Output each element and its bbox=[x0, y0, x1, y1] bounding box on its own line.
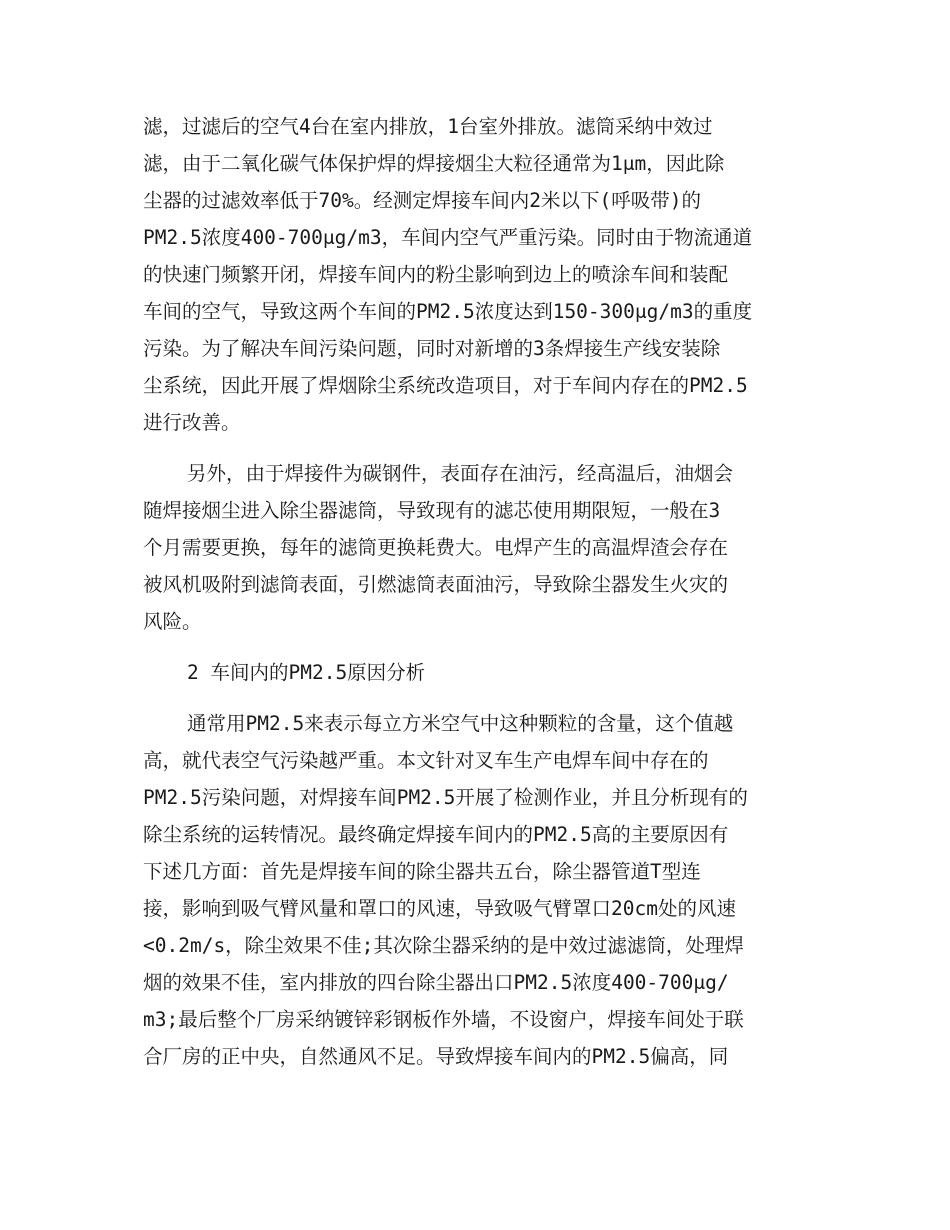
text-line: 的快速门频繁开闭，焊接车间内的粉尘影响到边上的喷涂车间和装配 bbox=[143, 263, 729, 286]
text-line: 接，影响到吸气臂风量和罩口的风速，导致吸气臂罩口20cm处的风速 bbox=[143, 897, 736, 920]
text-line: 合厂房的正中央，自然通风不足。导致焊接车间内的PM2.5偏高，同 bbox=[143, 1045, 729, 1068]
section-heading-text: 2 车间内的PM2.5原因分析 bbox=[187, 661, 426, 684]
text-line: PM2.5污染问题，对焊接车间PM2.5开展了检测作业，并且分析现有的 bbox=[143, 786, 748, 809]
section-heading bbox=[143, 654, 815, 691]
text-line: 下述几方面：首先是焊接车间的除尘器共五台，除尘器管道T型连 bbox=[143, 860, 701, 883]
text-line: 个月需要更换，每年的滤筒更换耗费大。电焊产生的高温焊渣会存在 bbox=[143, 536, 729, 559]
text-line: <0.2m/s，除尘效果不佳;其次除尘器采纳的是中效过滤滤筒，处理焊 bbox=[143, 934, 744, 957]
text-line: 尘器的过滤效率低于70%。经测定焊接车间内2米以下(呼吸带)的 bbox=[143, 189, 701, 212]
text-line: PM2.5浓度400-700μg/m3，车间内空气严重污染。同时由于物流通道 bbox=[143, 226, 753, 249]
document-body bbox=[143, 108, 815, 1075]
text-line: m3;最后整个厂房采纳镀锌彩钢板作外墙，不设窗户，焊接车间处于联 bbox=[143, 1008, 744, 1031]
text-line: 烟的效果不佳，室内排放的四台除尘器出口PM2.5浓度400-700μg/ bbox=[143, 971, 729, 994]
paragraph-1 bbox=[143, 108, 815, 441]
paragraph-gap bbox=[143, 640, 815, 654]
text-line: 另外，由于焊接件为碳钢件，表面存在油污，经高温后，油烟会 bbox=[187, 462, 734, 485]
text-line: 风险。 bbox=[143, 610, 202, 633]
text-line: 通常用PM2.5来表示每立方米空气中这种颗粒的含量，这个值越 bbox=[187, 712, 734, 735]
text-line: 污染。为了解决车间污染问题，同时对新增的3条焊接生产线安装除 bbox=[143, 337, 721, 360]
text-line: 被风机吸附到滤筒表面，引燃滤筒表面油污，导致除尘器发生火灾的 bbox=[143, 573, 729, 596]
text-line: 进行改善。 bbox=[143, 411, 241, 434]
paragraph-3 bbox=[143, 705, 815, 1075]
text-line: 高，就代表空气污染越严重。本文针对叉车生产电焊车间中存在的 bbox=[143, 749, 709, 772]
paragraph-2 bbox=[143, 455, 815, 640]
text-line: 随焊接烟尘进入除尘器滤筒，导致现有的滤芯使用期限短，一般在3 bbox=[143, 499, 721, 522]
text-line: 车间的空气，导致这两个车间的PM2.5浓度达到150-300μg/m3的重度 bbox=[143, 300, 753, 323]
text-line: 滤，由于二氧化碳气体保护焊的焊接烟尘大粒径通常为1μm，因此除 bbox=[143, 152, 725, 175]
text-line: 尘系统，因此开展了焊烟除尘系统改造项目，对于车间内存在的PM2.5 bbox=[143, 374, 748, 397]
paragraph-gap bbox=[143, 441, 815, 455]
paragraph-gap bbox=[143, 691, 815, 705]
text-line: 滤，过滤后的空气4台在室内排放，1台室外排放。滤筒采纳中效过 bbox=[143, 115, 713, 138]
text-line: 除尘系统的运转情况。最终确定焊接车间内的PM2.5高的主要原因有 bbox=[143, 823, 729, 846]
